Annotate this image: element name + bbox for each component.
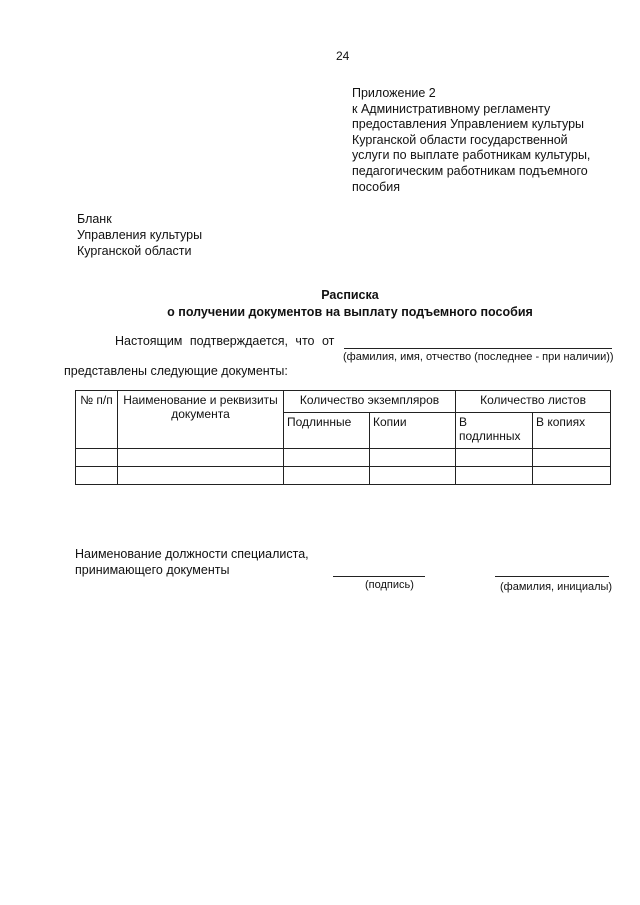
table-cell[interactable] xyxy=(456,449,533,467)
name-fill-line[interactable] xyxy=(495,576,609,577)
blank-line: Бланк xyxy=(77,212,112,226)
page-number: 24 xyxy=(336,49,350,63)
table-row xyxy=(76,449,611,467)
confirm-text: Настоящим подтверждается, что от xyxy=(115,334,335,348)
table-cell[interactable] xyxy=(533,449,611,467)
blank-line: Курганской области xyxy=(77,244,192,258)
table-cell[interactable] xyxy=(370,467,456,485)
signature-fill-line[interactable] xyxy=(333,576,425,577)
documents-intro: представлены следующие документы: xyxy=(64,364,288,378)
position-caption xyxy=(75,546,309,578)
document-title: Расписка xyxy=(321,288,379,302)
table-cell[interactable] xyxy=(284,449,370,467)
header-number: № п/п xyxy=(76,391,118,449)
table-cell[interactable] xyxy=(118,449,284,467)
table-cell[interactable] xyxy=(284,467,370,485)
table-cell[interactable] xyxy=(370,449,456,467)
subheader-in-original: В подлинных xyxy=(456,413,533,449)
appendix-line: к Административному регламенту xyxy=(352,101,551,116)
header-document-name: Наименование и реквизиты документа xyxy=(118,391,284,449)
table-cell[interactable] xyxy=(76,467,118,485)
appendix-note xyxy=(352,86,622,195)
table-cell[interactable] xyxy=(533,467,611,485)
signature-caption: (подпись) xyxy=(365,579,414,591)
fio-fill-line[interactable] xyxy=(344,348,612,349)
appendix-line: пособия xyxy=(352,179,400,194)
appendix-line: Приложение 2 xyxy=(352,86,436,100)
header-copies-count: Количество экземпляров xyxy=(284,391,456,413)
appendix-line: педагогическим работникам подъемного xyxy=(352,163,588,178)
appendix-line: Курганской области государственной xyxy=(352,132,568,147)
table-cell[interactable] xyxy=(456,467,533,485)
subheader-original: Подлинные xyxy=(284,413,370,449)
documents-table xyxy=(75,390,611,485)
table-row xyxy=(76,467,611,485)
subheader-copy: Копии xyxy=(370,413,456,449)
fio-caption: (фамилия, имя, отчество (последнее - при наличии)) xyxy=(343,351,614,363)
blank-header xyxy=(77,211,202,259)
header-sheets-count: Количество листов xyxy=(456,391,611,413)
table-cell[interactable] xyxy=(76,449,118,467)
blank-line: Управления культуры xyxy=(77,228,203,242)
appendix-line: предоставления Управлением культуры xyxy=(352,117,585,132)
position-caption-line: принимающего документы xyxy=(75,563,230,577)
subheader-in-copies: В копиях xyxy=(533,413,611,449)
appendix-line: услуги по выплате работникам культуры, xyxy=(352,148,591,163)
name-caption: (фамилия, инициалы) xyxy=(500,581,613,593)
table-cell[interactable] xyxy=(118,467,284,485)
document-subtitle: о получении документов на выплату подъемного пособия xyxy=(167,305,533,319)
position-caption-line: Наименование должности специалиста, xyxy=(75,547,309,561)
